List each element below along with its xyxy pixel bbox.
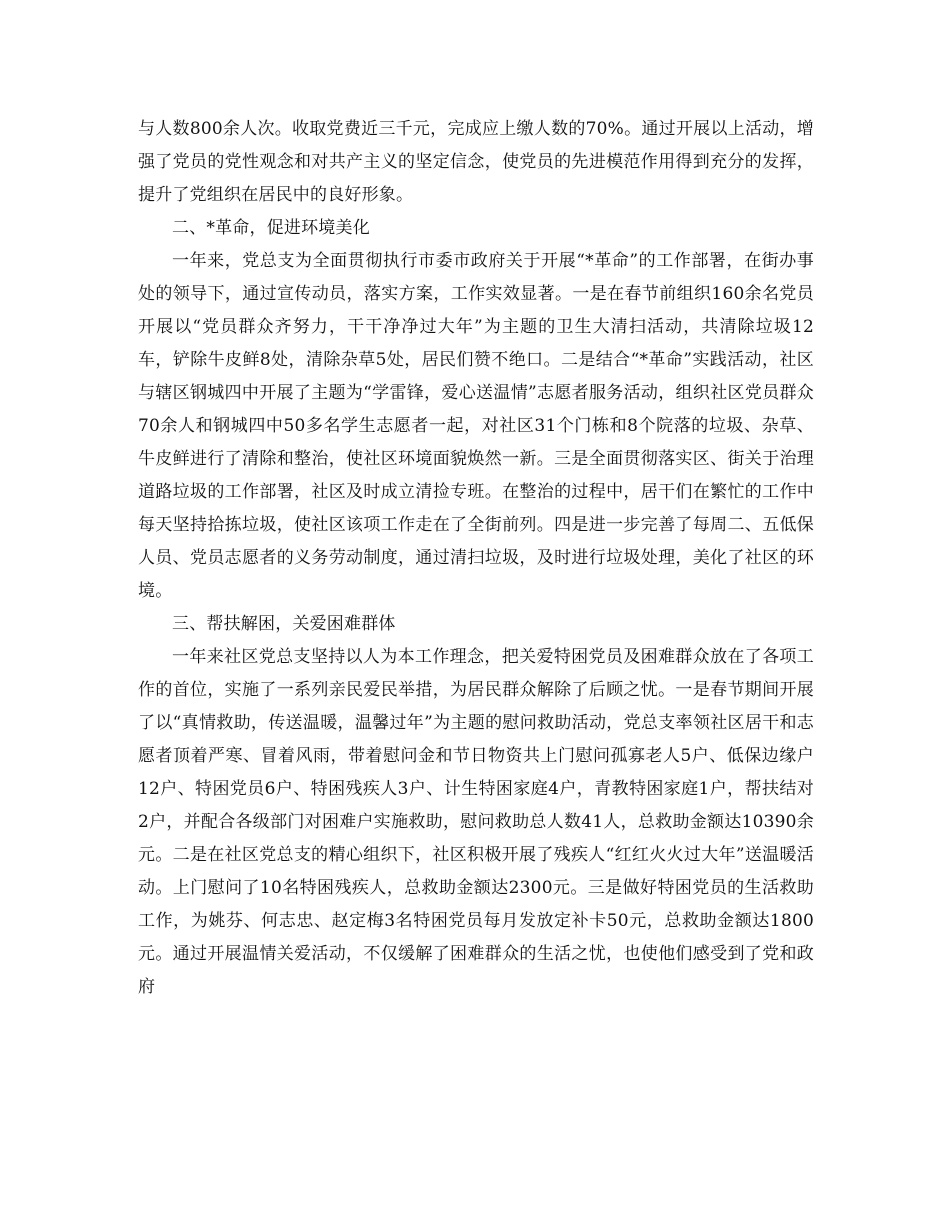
body-paragraph-3: 一年来社区党总支坚持以人为本工作理念，把关爱特困党员及困难群众放在了各项工作的首位，实施了一系列亲民爱民举措，为居民群众解除了后顾之忧。一是春节期间开展了以“真情救助，传送温暖，温馨过年”为主题的慰问救助活动，党总支率领社区居干和志愿者顶着严寒、冒着风雨，带着慰问金和节日物资共上门慰问孤寡老人5户、低保边缘户12户、特困党员6户、特困残疾人3户、计生特困家庭4户，青教特困家庭1户，帮扶结对2户，并配合各级部门对困难户实施救助，慰问救助总人数41人，总救助金额达10390余元。二是在社区党总支的精心组织下，社区积极开展了残疾人“红红火火过大年”送温暖活动。上门慰问了10名特困残疾人，总救助金额达2300元。三是做好特困党员的生活救助工作，为姚芬、何志忠、赵定梅3名特困党员每月发放定补卡50元，总救助金额达1800元。通过开展温情关爱活动，不仅缓解了困难群众的生活之忧，也使他们感受到了党和政府 <box>138 647 814 997</box>
body-paragraph-2: 一年来，党总支为全面贯彻执行市委市政府关于开展“*革命”的工作部署，在街办事处的领导下，通过宣传动员，落实方案，工作实效显著。一是在春节前组织160余名党员开展以“党员群众齐努力，干干净净过大年”为主题的卫生大清扫活动，共清除垃圾12车，铲除牛皮鲜8处，清除杂草5处，居民们赞不绝口。二是结合“*革命”实践活动，社区与辖区钢城四中开展了主题为“学雷锋，爱心送温情”志愿者服务活动，组织社区党员群众70余人和钢城四中50多名学生志愿者一起，对社区31个门栋和8个院落的垃圾、杂草、牛皮鲜进行了清除和整治，使社区环境面貌焕然一新。三是全面贯彻落实区、街关于治理道路垃圾的工作部署，社区及时成立清捡专班。在整治的过程中，居干们在繁忙的工作中每天坚持拾拣垃圾，使社区该项工作走在了全街前列。四是进一步完善了每周二、五低保人员、党员志愿者的义务劳动制度，通过清扫垃圾，及时进行垃圾处理，美化了社区的环境。 <box>138 251 814 601</box>
document-page <box>138 113 814 1004</box>
body-paragraph-1: 与人数800余人次。收取党费近三千元，完成应上缴人数的70%。通过开展以上活动，增强了党员的党性观念和对共产主义的坚定信念，使党员的先进模范作用得到充分的发挥，提升了党组织在居民中的良好形象。 <box>138 119 814 205</box>
section-heading-3: 三、帮扶解困，关爱困难群体 <box>172 614 396 634</box>
section-heading-2: 二、*革命，促进环境美化 <box>172 218 370 238</box>
